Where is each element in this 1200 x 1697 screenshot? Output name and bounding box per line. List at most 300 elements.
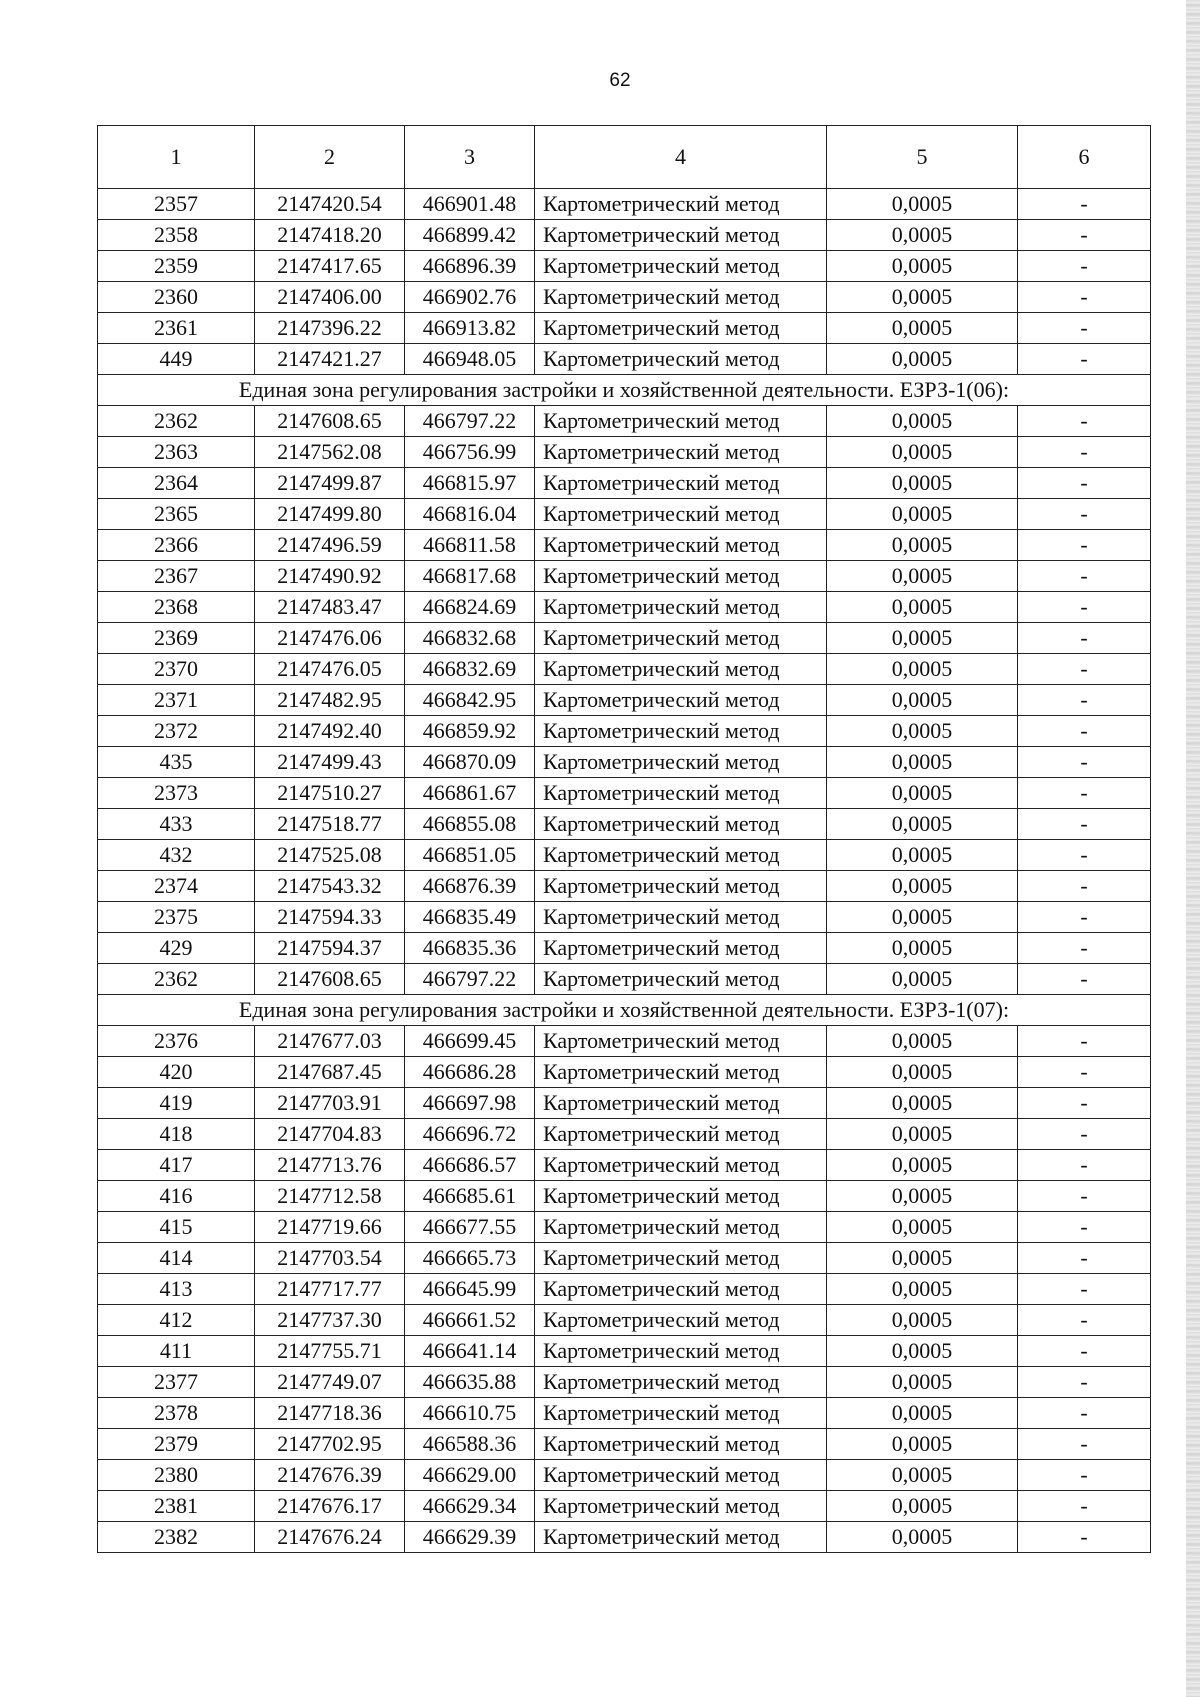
y-coordinate-cell: 466901.48	[405, 189, 535, 220]
y-coordinate-cell: 466855.08	[405, 809, 535, 840]
x-coordinate-cell: 2147499.87	[255, 468, 405, 499]
point-number-cell: 415	[98, 1212, 255, 1243]
point-number-cell: 2380	[98, 1460, 255, 1491]
note-cell: -	[1018, 1274, 1151, 1305]
method-cell: Картометрический метод	[535, 1491, 827, 1522]
note-cell: -	[1018, 1398, 1151, 1429]
point-number-cell: 416	[98, 1181, 255, 1212]
y-coordinate-cell: 466697.98	[405, 1088, 535, 1119]
method-cell: Картометрический метод	[535, 623, 827, 654]
column-header-2: 2	[255, 126, 405, 189]
y-coordinate-cell: 466842.95	[405, 685, 535, 716]
table-row	[98, 654, 1151, 685]
x-coordinate-cell: 2147676.17	[255, 1491, 405, 1522]
table-row	[98, 1088, 1151, 1119]
method-cell: Картометрический метод	[535, 468, 827, 499]
accuracy-cell: 0,0005	[827, 1243, 1018, 1274]
point-number-cell: 419	[98, 1088, 255, 1119]
note-cell: -	[1018, 1367, 1151, 1398]
x-coordinate-cell: 2147482.95	[255, 685, 405, 716]
accuracy-cell: 0,0005	[827, 1367, 1018, 1398]
y-coordinate-cell: 466685.61	[405, 1181, 535, 1212]
table-row	[98, 1119, 1151, 1150]
accuracy-cell: 0,0005	[827, 1181, 1018, 1212]
accuracy-cell: 0,0005	[827, 561, 1018, 592]
point-number-cell: 417	[98, 1150, 255, 1181]
point-number-cell: 435	[98, 747, 255, 778]
method-cell: Картометрический метод	[535, 282, 827, 313]
note-cell: -	[1018, 871, 1151, 902]
x-coordinate-cell: 2147490.92	[255, 561, 405, 592]
table-row	[98, 1336, 1151, 1367]
y-coordinate-cell: 466677.55	[405, 1212, 535, 1243]
x-coordinate-cell: 2147713.76	[255, 1150, 405, 1181]
x-coordinate-cell: 2147594.33	[255, 902, 405, 933]
y-coordinate-cell: 466832.69	[405, 654, 535, 685]
y-coordinate-cell: 466815.97	[405, 468, 535, 499]
table-row	[98, 1026, 1151, 1057]
x-coordinate-cell: 2147510.27	[255, 778, 405, 809]
method-cell: Картометрический метод	[535, 1119, 827, 1150]
note-cell: -	[1018, 654, 1151, 685]
x-coordinate-cell: 2147718.36	[255, 1398, 405, 1429]
note-cell: -	[1018, 623, 1151, 654]
x-coordinate-cell: 2147492.40	[255, 716, 405, 747]
method-cell: Картометрический метод	[535, 840, 827, 871]
point-number-cell: 2371	[98, 685, 255, 716]
note-cell: -	[1018, 1305, 1151, 1336]
table-row	[98, 437, 1151, 468]
point-number-cell: 2381	[98, 1491, 255, 1522]
point-number-cell: 2366	[98, 530, 255, 561]
note-cell: -	[1018, 1057, 1151, 1088]
table-header	[98, 126, 1151, 189]
method-cell: Картометрический метод	[535, 1460, 827, 1491]
table-row	[98, 1057, 1151, 1088]
y-coordinate-cell: 466870.09	[405, 747, 535, 778]
point-number-cell: 449	[98, 344, 255, 375]
table-row	[98, 1429, 1151, 1460]
table-row	[98, 840, 1151, 871]
note-cell: -	[1018, 809, 1151, 840]
y-coordinate-cell: 466699.45	[405, 1026, 535, 1057]
accuracy-cell: 0,0005	[827, 189, 1018, 220]
y-coordinate-cell: 466811.58	[405, 530, 535, 561]
accuracy-cell: 0,0005	[827, 1026, 1018, 1057]
table-row	[98, 1181, 1151, 1212]
y-coordinate-cell: 466876.39	[405, 871, 535, 902]
note-cell: -	[1018, 1088, 1151, 1119]
table-row	[98, 282, 1151, 313]
note-cell: -	[1018, 1491, 1151, 1522]
table-body	[98, 189, 1151, 1553]
point-number-cell: 429	[98, 933, 255, 964]
note-cell: -	[1018, 437, 1151, 468]
accuracy-cell: 0,0005	[827, 778, 1018, 809]
x-coordinate-cell: 2147687.45	[255, 1057, 405, 1088]
table-row	[98, 809, 1151, 840]
y-coordinate-cell: 466816.04	[405, 499, 535, 530]
method-cell: Картометрический метод	[535, 933, 827, 964]
table-row	[98, 220, 1151, 251]
method-cell: Картометрический метод	[535, 1274, 827, 1305]
method-cell: Картометрический метод	[535, 344, 827, 375]
method-cell: Картометрический метод	[535, 437, 827, 468]
y-coordinate-cell: 466948.05	[405, 344, 535, 375]
y-coordinate-cell: 466686.57	[405, 1150, 535, 1181]
method-cell: Картометрический метод	[535, 1057, 827, 1088]
y-coordinate-cell: 466824.69	[405, 592, 535, 623]
x-coordinate-cell: 2147703.54	[255, 1243, 405, 1274]
method-cell: Картометрический метод	[535, 530, 827, 561]
point-number-cell: 412	[98, 1305, 255, 1336]
point-number-cell: 2364	[98, 468, 255, 499]
table-row	[98, 1460, 1151, 1491]
table-row	[98, 902, 1151, 933]
x-coordinate-cell: 2147476.05	[255, 654, 405, 685]
note-cell: -	[1018, 1429, 1151, 1460]
table-row	[98, 1367, 1151, 1398]
table-row	[98, 1150, 1151, 1181]
y-coordinate-cell: 466896.39	[405, 251, 535, 282]
y-coordinate-cell: 466629.34	[405, 1491, 535, 1522]
method-cell: Картометрический метод	[535, 871, 827, 902]
column-header-5: 5	[827, 126, 1018, 189]
table-row	[98, 406, 1151, 437]
x-coordinate-cell: 2147496.59	[255, 530, 405, 561]
x-coordinate-cell: 2147719.66	[255, 1212, 405, 1243]
point-number-cell: 2376	[98, 1026, 255, 1057]
note-cell: -	[1018, 1460, 1151, 1491]
coordinates-table	[97, 125, 1151, 1553]
x-coordinate-cell: 2147702.95	[255, 1429, 405, 1460]
note-cell: -	[1018, 1522, 1151, 1553]
note-cell: -	[1018, 840, 1151, 871]
point-number-cell: 2378	[98, 1398, 255, 1429]
table-row	[98, 344, 1151, 375]
accuracy-cell: 0,0005	[827, 747, 1018, 778]
y-coordinate-cell: 466635.88	[405, 1367, 535, 1398]
table-row	[98, 747, 1151, 778]
method-cell: Картометрический метод	[535, 313, 827, 344]
accuracy-cell: 0,0005	[827, 654, 1018, 685]
point-number-cell: 2361	[98, 313, 255, 344]
accuracy-cell: 0,0005	[827, 902, 1018, 933]
accuracy-cell: 0,0005	[827, 1119, 1018, 1150]
accuracy-cell: 0,0005	[827, 840, 1018, 871]
point-number-cell: 2369	[98, 623, 255, 654]
method-cell: Картометрический метод	[535, 406, 827, 437]
accuracy-cell: 0,0005	[827, 1212, 1018, 1243]
point-number-cell: 413	[98, 1274, 255, 1305]
y-coordinate-cell: 466661.52	[405, 1305, 535, 1336]
note-cell: -	[1018, 406, 1151, 437]
method-cell: Картометрический метод	[535, 809, 827, 840]
note-cell: -	[1018, 251, 1151, 282]
method-cell: Картометрический метод	[535, 189, 827, 220]
accuracy-cell: 0,0005	[827, 685, 1018, 716]
method-cell: Картометрический метод	[535, 561, 827, 592]
x-coordinate-cell: 2147562.08	[255, 437, 405, 468]
method-cell: Картометрический метод	[535, 251, 827, 282]
note-cell: -	[1018, 747, 1151, 778]
x-coordinate-cell: 2147518.77	[255, 809, 405, 840]
accuracy-cell: 0,0005	[827, 1057, 1018, 1088]
table-row	[98, 592, 1151, 623]
y-coordinate-cell: 466686.28	[405, 1057, 535, 1088]
table-row	[98, 561, 1151, 592]
note-cell: -	[1018, 468, 1151, 499]
table-row	[98, 1305, 1151, 1336]
method-cell: Картометрический метод	[535, 716, 827, 747]
table-row	[98, 1243, 1151, 1274]
method-cell: Картометрический метод	[535, 592, 827, 623]
accuracy-cell: 0,0005	[827, 871, 1018, 902]
note-cell: -	[1018, 1026, 1151, 1057]
page-number: 62	[609, 70, 631, 91]
accuracy-cell: 0,0005	[827, 530, 1018, 561]
section-heading: Единая зона регулирования застройки и хозяйственной деятельности. ЕЗРЗ-1(06):	[98, 375, 1151, 406]
accuracy-cell: 0,0005	[827, 1460, 1018, 1491]
accuracy-cell: 0,0005	[827, 220, 1018, 251]
note-cell: -	[1018, 313, 1151, 344]
method-cell: Картометрический метод	[535, 1429, 827, 1460]
accuracy-cell: 0,0005	[827, 313, 1018, 344]
table-row	[98, 623, 1151, 654]
x-coordinate-cell: 2147608.65	[255, 406, 405, 437]
y-coordinate-cell: 466588.36	[405, 1429, 535, 1460]
x-coordinate-cell: 2147420.54	[255, 189, 405, 220]
note-cell: -	[1018, 685, 1151, 716]
note-cell: -	[1018, 933, 1151, 964]
method-cell: Картометрический метод	[535, 747, 827, 778]
note-cell: -	[1018, 1181, 1151, 1212]
x-coordinate-cell: 2147703.91	[255, 1088, 405, 1119]
accuracy-cell: 0,0005	[827, 406, 1018, 437]
y-coordinate-cell: 466913.82	[405, 313, 535, 344]
table-row	[98, 251, 1151, 282]
x-coordinate-cell: 2147499.80	[255, 499, 405, 530]
point-number-cell: 2374	[98, 871, 255, 902]
accuracy-cell: 0,0005	[827, 1522, 1018, 1553]
point-number-cell: 2373	[98, 778, 255, 809]
y-coordinate-cell: 466629.00	[405, 1460, 535, 1491]
y-coordinate-cell: 466797.22	[405, 406, 535, 437]
method-cell: Картометрический метод	[535, 1398, 827, 1429]
note-cell: -	[1018, 902, 1151, 933]
x-coordinate-cell: 2147396.22	[255, 313, 405, 344]
accuracy-cell: 0,0005	[827, 1429, 1018, 1460]
point-number-cell: 2370	[98, 654, 255, 685]
point-number-cell: 2362	[98, 406, 255, 437]
note-cell: -	[1018, 282, 1151, 313]
y-coordinate-cell: 466861.67	[405, 778, 535, 809]
x-coordinate-cell: 2147476.06	[255, 623, 405, 654]
method-cell: Картометрический метод	[535, 1336, 827, 1367]
note-cell: -	[1018, 530, 1151, 561]
x-coordinate-cell: 2147543.32	[255, 871, 405, 902]
table-row	[98, 530, 1151, 561]
x-coordinate-cell: 2147406.00	[255, 282, 405, 313]
point-number-cell: 2357	[98, 189, 255, 220]
point-number-cell: 2360	[98, 282, 255, 313]
method-cell: Картометрический метод	[535, 902, 827, 933]
y-coordinate-cell: 466645.99	[405, 1274, 535, 1305]
column-header-3: 3	[405, 126, 535, 189]
table-row	[98, 685, 1151, 716]
y-coordinate-cell: 466756.99	[405, 437, 535, 468]
note-cell: -	[1018, 778, 1151, 809]
y-coordinate-cell: 466902.76	[405, 282, 535, 313]
accuracy-cell: 0,0005	[827, 282, 1018, 313]
method-cell: Картометрический метод	[535, 1367, 827, 1398]
method-cell: Картометрический метод	[535, 654, 827, 685]
table-row	[98, 778, 1151, 809]
point-number-cell: 432	[98, 840, 255, 871]
table-row	[98, 1274, 1151, 1305]
column-header-1: 1	[98, 126, 255, 189]
x-coordinate-cell: 2147704.83	[255, 1119, 405, 1150]
note-cell: -	[1018, 1212, 1151, 1243]
x-coordinate-cell: 2147749.07	[255, 1367, 405, 1398]
section-row	[98, 995, 1151, 1026]
method-cell: Картометрический метод	[535, 1088, 827, 1119]
x-coordinate-cell: 2147737.30	[255, 1305, 405, 1336]
y-coordinate-cell: 466899.42	[405, 220, 535, 251]
accuracy-cell: 0,0005	[827, 1398, 1018, 1429]
table-row	[98, 1212, 1151, 1243]
note-cell: -	[1018, 716, 1151, 747]
section-row	[98, 375, 1151, 406]
note-cell: -	[1018, 220, 1151, 251]
table-row	[98, 964, 1151, 995]
y-coordinate-cell: 466641.14	[405, 1336, 535, 1367]
y-coordinate-cell: 466832.68	[405, 623, 535, 654]
method-cell: Картометрический метод	[535, 499, 827, 530]
x-coordinate-cell: 2147418.20	[255, 220, 405, 251]
note-cell: -	[1018, 189, 1151, 220]
column-header-4: 4	[535, 126, 827, 189]
y-coordinate-cell: 466851.05	[405, 840, 535, 871]
point-number-cell: 2365	[98, 499, 255, 530]
method-cell: Картометрический метод	[535, 1026, 827, 1057]
table-row	[98, 871, 1151, 902]
note-cell: -	[1018, 561, 1151, 592]
x-coordinate-cell: 2147712.58	[255, 1181, 405, 1212]
method-cell: Картометрический метод	[535, 1522, 827, 1553]
x-coordinate-cell: 2147755.71	[255, 1336, 405, 1367]
x-coordinate-cell: 2147677.03	[255, 1026, 405, 1057]
accuracy-cell: 0,0005	[827, 1305, 1018, 1336]
note-cell: -	[1018, 1243, 1151, 1274]
y-coordinate-cell: 466696.72	[405, 1119, 535, 1150]
x-coordinate-cell: 2147608.65	[255, 964, 405, 995]
point-number-cell: 2367	[98, 561, 255, 592]
point-number-cell: 2359	[98, 251, 255, 282]
method-cell: Картометрический метод	[535, 1212, 827, 1243]
point-number-cell: 2382	[98, 1522, 255, 1553]
accuracy-cell: 0,0005	[827, 437, 1018, 468]
point-number-cell: 414	[98, 1243, 255, 1274]
note-cell: -	[1018, 1119, 1151, 1150]
y-coordinate-cell: 466817.68	[405, 561, 535, 592]
accuracy-cell: 0,0005	[827, 1088, 1018, 1119]
accuracy-cell: 0,0005	[827, 344, 1018, 375]
table-row	[98, 1398, 1151, 1429]
point-number-cell: 2368	[98, 592, 255, 623]
section-heading: Единая зона регулирования застройки и хозяйственной деятельности. ЕЗРЗ-1(07):	[98, 995, 1151, 1026]
point-number-cell: 433	[98, 809, 255, 840]
method-cell: Картометрический метод	[535, 964, 827, 995]
accuracy-cell: 0,0005	[827, 1336, 1018, 1367]
table-row	[98, 313, 1151, 344]
y-coordinate-cell: 466629.39	[405, 1522, 535, 1553]
x-coordinate-cell: 2147676.39	[255, 1460, 405, 1491]
x-coordinate-cell: 2147525.08	[255, 840, 405, 871]
table-row	[98, 716, 1151, 747]
note-cell: -	[1018, 1150, 1151, 1181]
x-coordinate-cell: 2147421.27	[255, 344, 405, 375]
header-row	[98, 126, 1151, 189]
note-cell: -	[1018, 964, 1151, 995]
scan-edge	[1186, 0, 1200, 1697]
accuracy-cell: 0,0005	[827, 933, 1018, 964]
method-cell: Картометрический метод	[535, 220, 827, 251]
method-cell: Картометрический метод	[535, 1305, 827, 1336]
table-row	[98, 189, 1151, 220]
y-coordinate-cell: 466835.36	[405, 933, 535, 964]
note-cell: -	[1018, 1336, 1151, 1367]
point-number-cell: 2362	[98, 964, 255, 995]
y-coordinate-cell: 466665.73	[405, 1243, 535, 1274]
accuracy-cell: 0,0005	[827, 251, 1018, 282]
point-number-cell: 411	[98, 1336, 255, 1367]
x-coordinate-cell: 2147499.43	[255, 747, 405, 778]
point-number-cell: 2379	[98, 1429, 255, 1460]
x-coordinate-cell: 2147483.47	[255, 592, 405, 623]
point-number-cell: 2375	[98, 902, 255, 933]
note-cell: -	[1018, 592, 1151, 623]
accuracy-cell: 0,0005	[827, 468, 1018, 499]
table-row	[98, 1491, 1151, 1522]
accuracy-cell: 0,0005	[827, 1150, 1018, 1181]
accuracy-cell: 0,0005	[827, 716, 1018, 747]
accuracy-cell: 0,0005	[827, 1274, 1018, 1305]
note-cell: -	[1018, 499, 1151, 530]
y-coordinate-cell: 466797.22	[405, 964, 535, 995]
method-cell: Картометрический метод	[535, 685, 827, 716]
method-cell: Картометрический метод	[535, 778, 827, 809]
x-coordinate-cell: 2147594.37	[255, 933, 405, 964]
point-number-cell: 2363	[98, 437, 255, 468]
point-number-cell: 2372	[98, 716, 255, 747]
method-cell: Картометрический метод	[535, 1181, 827, 1212]
point-number-cell: 2377	[98, 1367, 255, 1398]
note-cell: -	[1018, 344, 1151, 375]
point-number-cell: 418	[98, 1119, 255, 1150]
accuracy-cell: 0,0005	[827, 964, 1018, 995]
y-coordinate-cell: 466610.75	[405, 1398, 535, 1429]
table-row	[98, 499, 1151, 530]
method-cell: Картометрический метод	[535, 1150, 827, 1181]
table-row	[98, 1522, 1151, 1553]
accuracy-cell: 0,0005	[827, 499, 1018, 530]
accuracy-cell: 0,0005	[827, 1491, 1018, 1522]
method-cell: Картометрический метод	[535, 1243, 827, 1274]
table-row	[98, 933, 1151, 964]
x-coordinate-cell: 2147717.77	[255, 1274, 405, 1305]
point-number-cell: 420	[98, 1057, 255, 1088]
